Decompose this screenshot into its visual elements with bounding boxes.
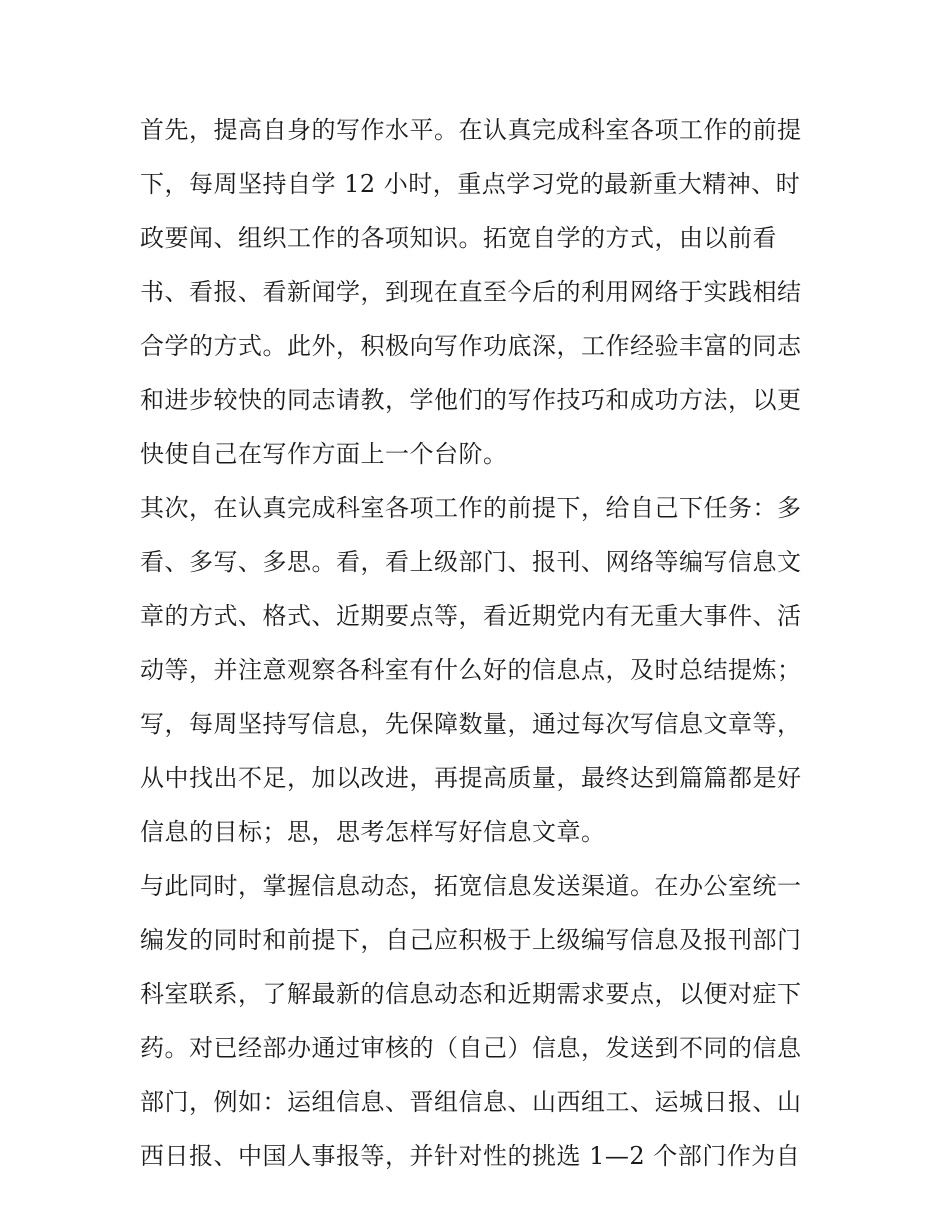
text-line: 书、看报、看新闻学，到现在直至今后的利用网络于实践相结 — [140, 278, 802, 306]
text-line: 下，每周坚持自学 12 小时，重点学习党的最新重大精神、时 — [140, 170, 801, 198]
text-line: 西日报、中国人事报等，并针对性的挑选 1—2 个部门作为自 — [140, 1142, 801, 1170]
text-line: 写，每周坚持写信息，先保障数量，通过每次写信息文章等， — [140, 710, 802, 738]
text-line: 编发的同时和前提下，自己应积极于上级编写信息及报刊部门 — [140, 926, 802, 954]
text-line: 信息的目标；思，思考怎样写好信息文章。 — [140, 818, 606, 846]
text-line: 其次，在认真完成科室各项工作的前提下，给自己下任务：多 — [140, 494, 802, 522]
text-line: 合学的方式。此外，积极向写作功底深，工作经验丰富的同志 — [140, 332, 802, 360]
text-line: 从中找出不足，加以改进，再提高质量，最终达到篇篇都是好 — [140, 764, 802, 792]
text-line: 政要闻、组织工作的各项知识。拓宽自学的方式，由以前看 — [140, 224, 777, 252]
text-line: 与此同时，掌握信息动态，拓宽信息发送渠道。在办公室统一 — [140, 872, 802, 900]
text-line: 看、多写、多思。看，看上级部门、报刊、网络等编写信息文 — [140, 548, 802, 576]
text-line: 首先，提高自身的写作水平。在认真完成科室各项工作的前提 — [140, 116, 802, 144]
text-line: 动等，并注意观察各科室有什么好的信息点，及时总结提炼； — [140, 656, 802, 684]
text-line: 章的方式、格式、近期要点等，看近期党内有无重大事件、活 — [140, 602, 802, 630]
text-line: 部门，例如：运组信息、晋组信息、山西组工、运城日报、山 — [140, 1088, 802, 1116]
text-line: 和进步较快的同志请教，学他们的写作技巧和成功方法，以更 — [140, 386, 802, 414]
text-line: 药。对已经部办通过审核的（自己）信息，发送到不同的信息 — [140, 1034, 802, 1062]
text-line: 快使自己在写作方面上一个台阶。 — [140, 440, 508, 468]
text-line: 科室联系，了解最新的信息动态和近期需求要点，以便对症下 — [140, 980, 802, 1008]
